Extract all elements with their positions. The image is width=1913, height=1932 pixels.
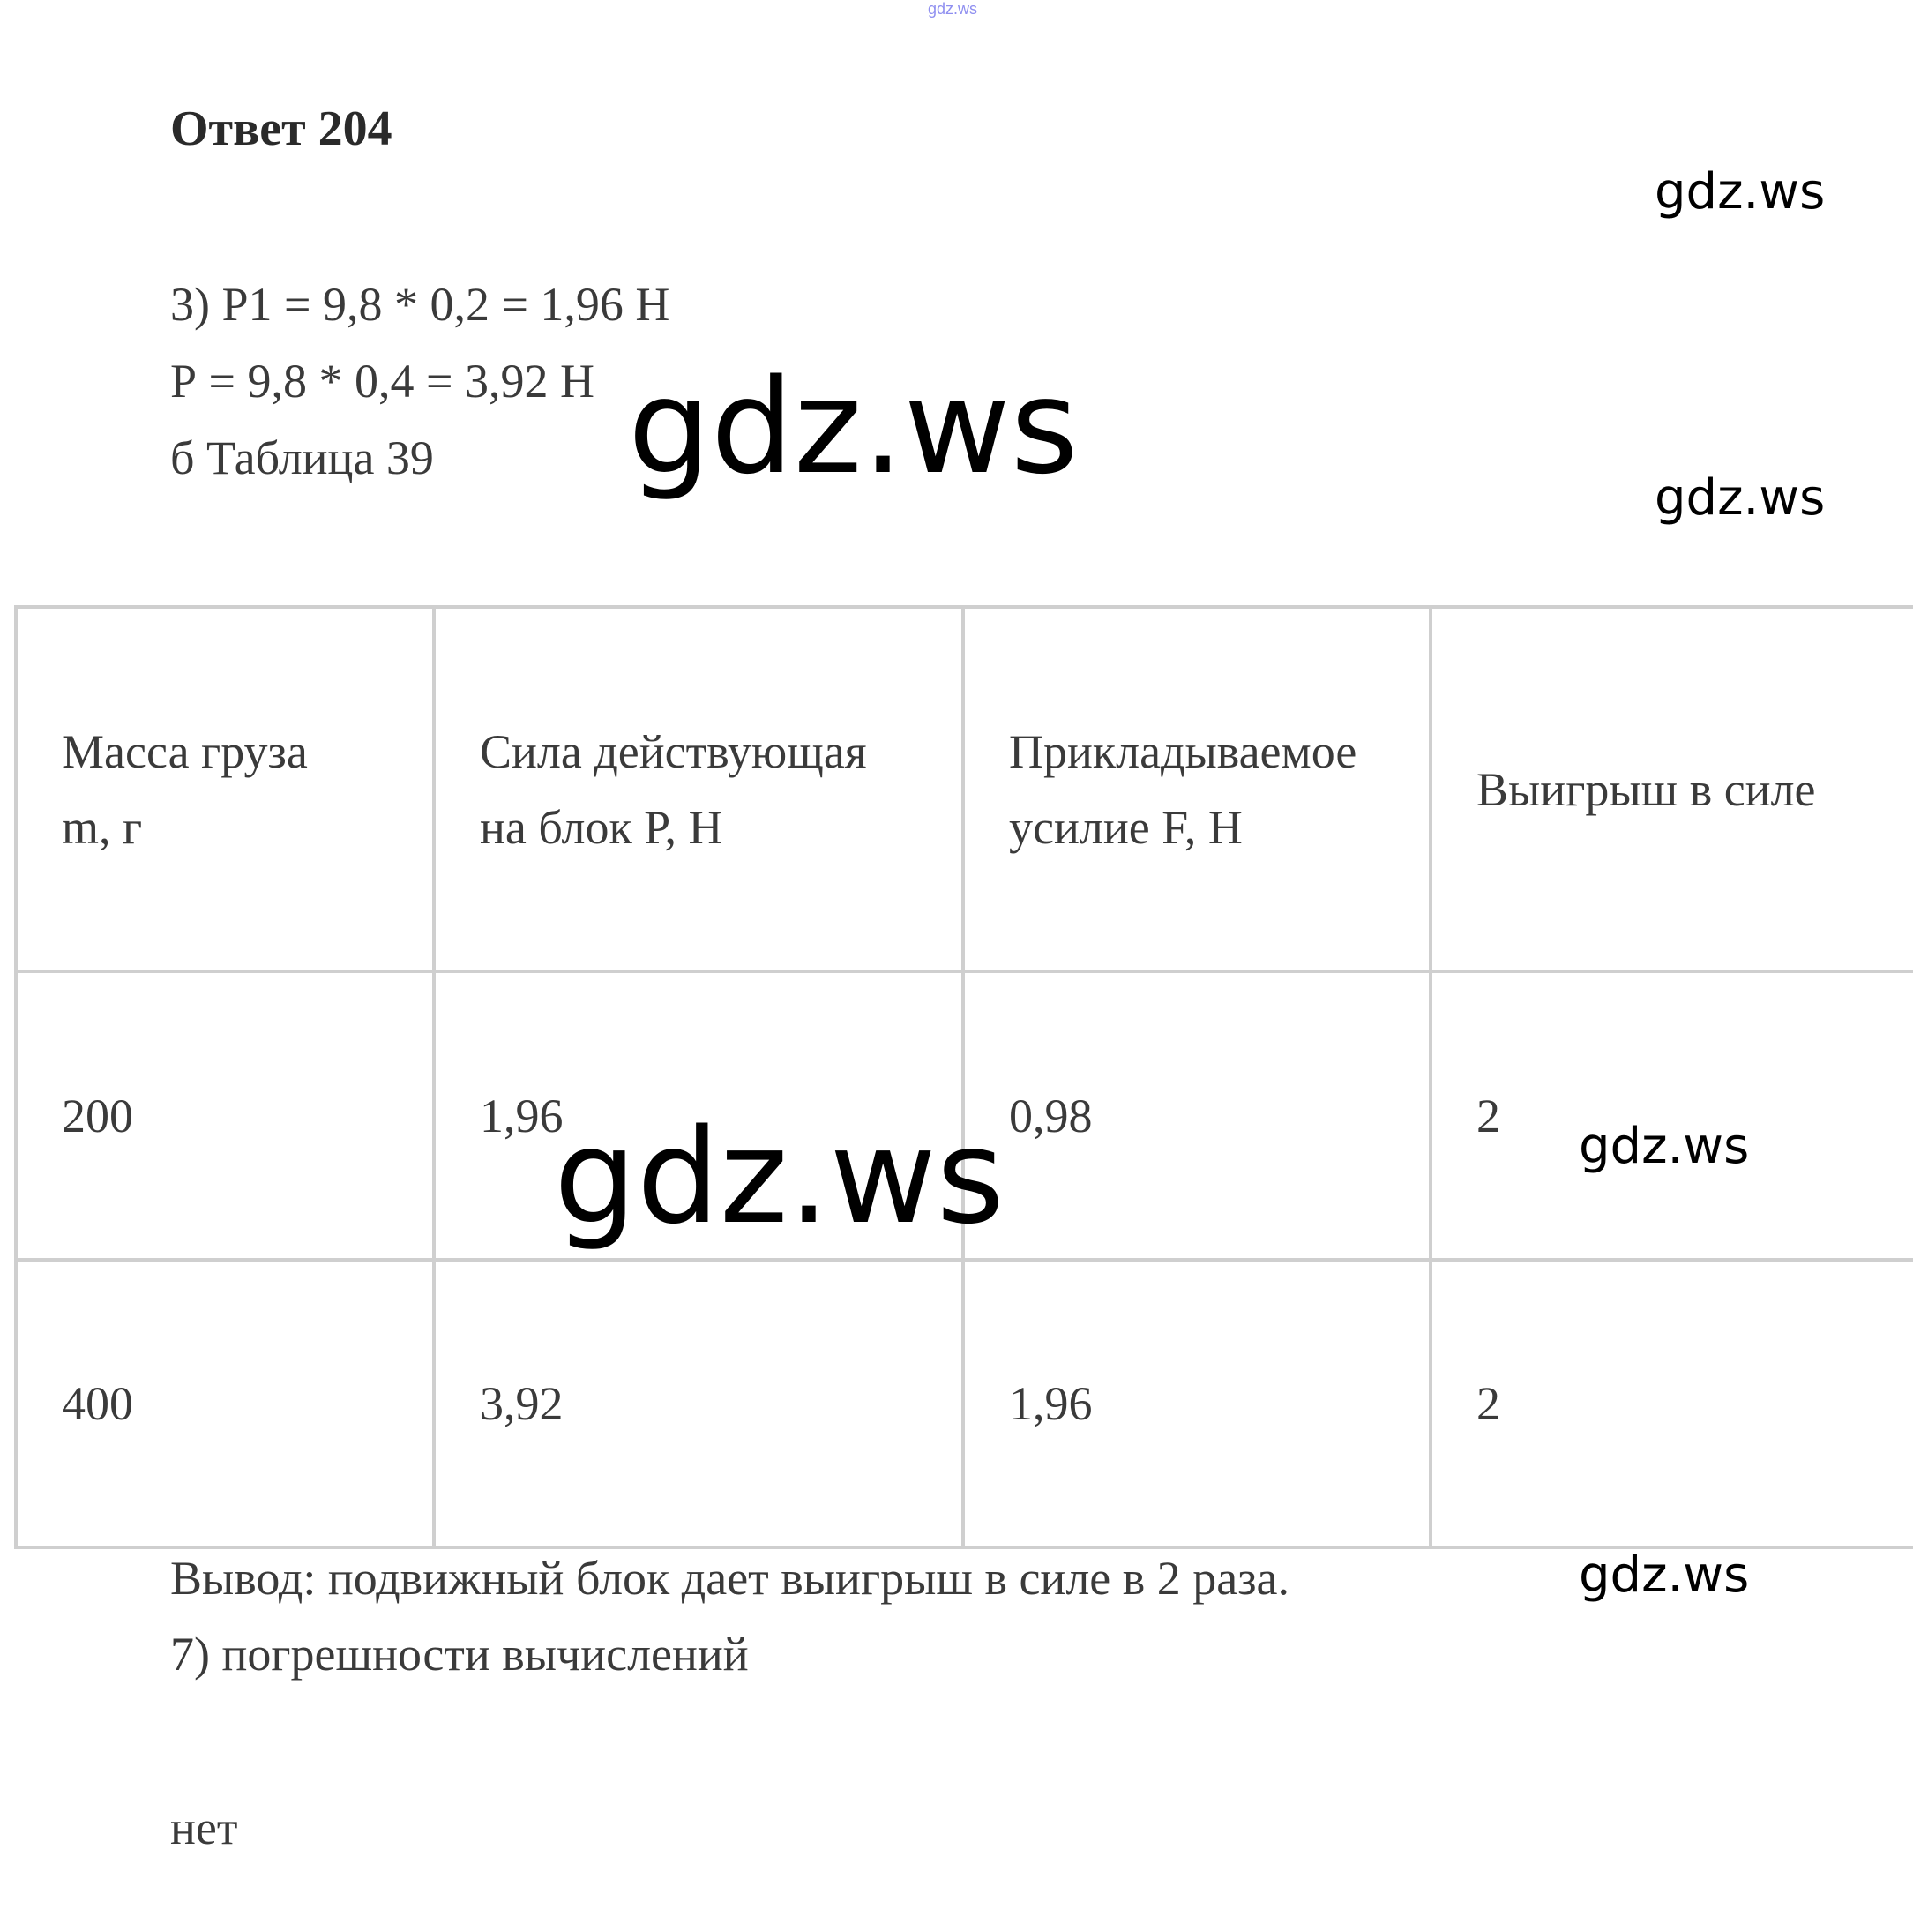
cell-force-gain: 2	[1431, 1260, 1913, 1547]
page-title: Ответ 204	[170, 101, 392, 156]
watermark-logo: gdz.ws	[1579, 1546, 1750, 1604]
header-force-on-block: Сила действующая на блок Р, Н	[434, 607, 963, 971]
cell-force-on-block: 1,96	[434, 971, 963, 1260]
table-caption: б Таблица 39	[170, 431, 434, 484]
cell-applied-force: 1,96	[963, 1260, 1431, 1547]
cell-mass: 200	[16, 971, 434, 1260]
watermark-logo-large: gdz.ws	[628, 351, 1079, 503]
header-applied-force: Прикладываемое усилие F, Н	[963, 607, 1431, 971]
table-row	[16, 1260, 1913, 1547]
cell-mass: 400	[16, 1260, 434, 1547]
watermark-logo: gdz.ws	[1655, 469, 1826, 527]
formula-p1: 3) Р1 = 9,8 * 0,2 = 1,96 Н	[170, 278, 670, 331]
top-watermark: gdz.ws	[928, 0, 978, 18]
table-header-row	[16, 607, 1913, 971]
results-table	[14, 605, 1913, 1549]
answer-no-text: нет	[170, 1801, 238, 1854]
watermark-logo-large: gdz.ws	[554, 1101, 1005, 1253]
cell-applied-force: 0,98	[963, 971, 1431, 1260]
item-7-text: 7) погрешности вычислений	[170, 1628, 749, 1681]
formula-p: Р = 9,8 * 0,4 = 3,92 Н	[170, 355, 594, 408]
watermark-logo: gdz.ws	[1655, 163, 1826, 221]
watermark-logo: gdz.ws	[1579, 1118, 1750, 1175]
cell-force-on-block: 3,92	[434, 1260, 963, 1547]
header-mass: Масса груза m, г	[16, 607, 434, 971]
header-force-gain: Выигрыш в силе	[1431, 607, 1913, 971]
conclusion-text: Вывод: подвижный блок дает выигрыш в силе в 2 раза.	[170, 1552, 1289, 1605]
cell-force-gain: 2	[1431, 971, 1913, 1260]
